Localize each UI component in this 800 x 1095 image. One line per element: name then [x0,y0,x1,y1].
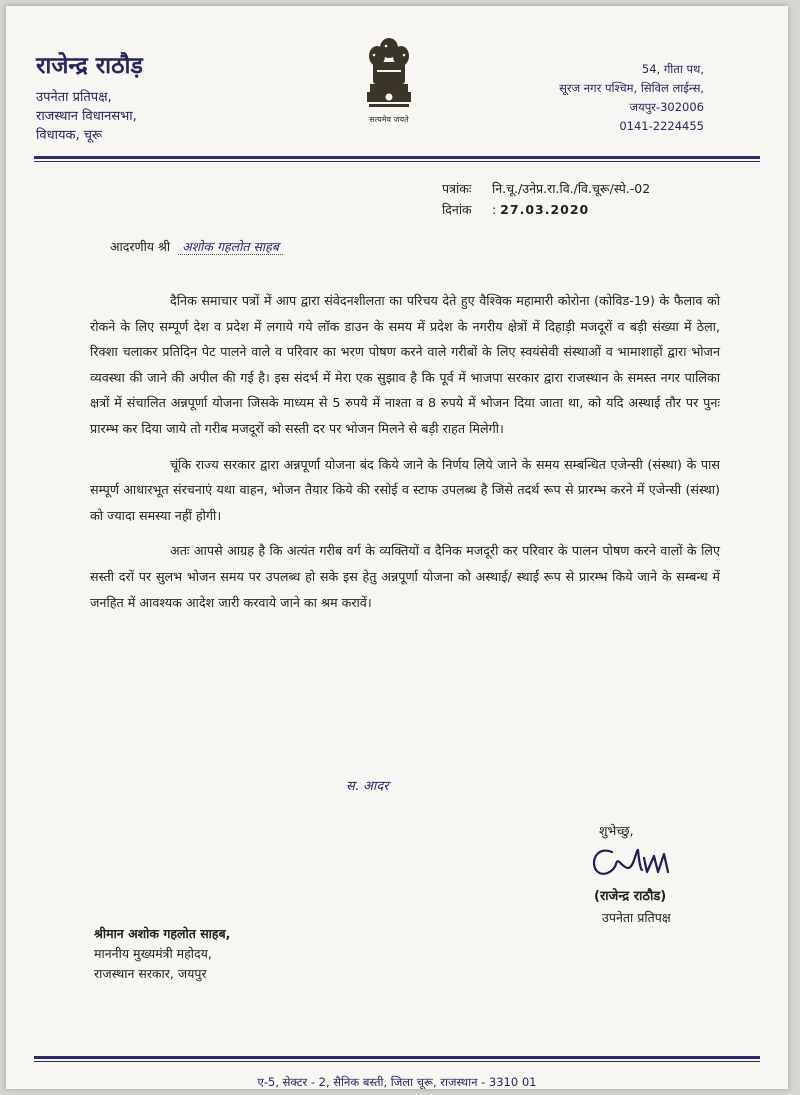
salutation [110,238,283,255]
sender-designation-2: राजस्थान विधानसभा, [36,109,137,124]
signatory-title: उपनेता प्रतिपक्ष [602,910,671,925]
addressee-line-2: माननीय मुख्यमंत्री महोदय, [94,946,212,961]
handwritten-addressee: अशोक गहलोत साहब [178,239,283,255]
ashoka-emblem-icon [363,34,415,112]
address-line-2: सूरज नगर पश्चिम, सिविल लाईन्स, [559,81,704,95]
letter-body [90,288,720,625]
phone-number: 0141-2224455 [619,119,704,133]
handwritten-note: स. आदर [346,779,389,794]
patrank-label: पत्रांकः [442,181,472,196]
date-value: 27.03.2020 [500,202,590,217]
addressee-line-3: राजस्थान सरकार, जयपुर [94,966,207,981]
closing-regards: शुभेच्छु, [599,823,634,838]
body-paragraph-1: दैनिक समाचार पत्रों में आप द्वारा संवेदनशीलता का परिचय देते हुए वैश्विक महामारी कोरोना (कोविड-19) के फैलाव को रोकने के लिए सम्पूर्ण देश व प्रदेश में लगाये गये लॉक डाउन के समय में प्रदेश के नगरीय क्षेत्रों में दिहाड़ी मजदूरों व बड़ी संख्या में ठेला, रिक्शा चलाकर प्रतिदिन पेट पालने वाले व परिवार का भरण पोषण करने वाले गरीबों के लिए स्वयंसेवी संस्थाओं व भामाशाहों द्वारा भोजन व्यवस्था की जाने की अपील की गई है। इस संदर्भ में मेरा एक सुझाव है कि पूर्व में भाजपा सरकार द्वारा राजस्थान के समस्त नगर पालिका क्षत्रों में संचालित अन्नपूर्णा योजना जिसके माध्यम से 5 रुपये में नाश्ता व 8 रुपये में भोजन दिया जाता था, को यदि अस्थाई तौर पर पुनः प्रारम्भ कर दिया जाये तो गरीब मजदूरों को सस्ती दर पर भोजन मिलने से बड़ी राहत मिलेगी। [90,293,720,436]
footer-divider-thin [34,1061,760,1062]
footer-divider [34,1056,760,1059]
sender-designation-1: उपनेता प्रतिपक्ष, [36,90,112,105]
body-paragraph-2: चूंकि राज्य सरकार द्वारा अन्नपूर्णा योजना बंद किये जाने के निर्णय लिये जाने के समय सम्बन्धित एजेन्सी (संस्था) के पास सम्पूर्ण आधारभूत संरचनाएं यथा वाहन, भोजन तैयार किये की रसोई व स्टाफ उपलब्ध है जिसे तदर्थ रूप से प्रारम्भ करने में एजेन्सी (संस्था) को ज्यादा समस्या नहीं होगी। [90,456,720,523]
body-paragraph-3: अतः आपसे आग्रह है कि अत्यंत गरीब वर्ग के व्यक्तियों व दैनिक मजदूरी कर परिवार के पालन पोषण करने वालों के लिए सस्ती दरों पर सुलभ भोजन समय पर उपलब्ध हो सके इस हेतु अन्नपूर्णा योजना को अस्थाई/ स्थाई रूप से प्रारम्भ किये जाने के सम्बन्ध में जनहित में आवश्यक आदेश जारी करवाये जाने का श्रम करावें। [90,543,721,610]
date-label: दिनांक [442,202,472,217]
letter-page [6,6,788,1089]
addressee-block [94,924,230,984]
letterhead-right [559,60,704,136]
emblem-motto: सत्यमेव जयते [369,115,409,124]
address-line-1: 54, गीता पथ, [641,62,704,76]
sender-name: राजेन्द्र राठौड़ [36,53,143,79]
signatory-name: (राजेन्द्र राठौड) [594,889,667,904]
header-divider [34,156,760,159]
salutation-prefix: आदरणीय श्री [110,239,171,254]
state-emblem [344,34,434,125]
address-line-3: जयपुर-302006 [629,100,704,114]
patrank-value: नि.चू./उनेप्र.रा.वि./वि.चूरू/स्पे.-02 [491,181,651,196]
footer-address: ए-5, सेक्टर - 2, सैनिक बस्ती, जिला चूरू, राजस्थान - 3310 01 [257,1075,537,1089]
addressee-line-1: श्रीमान अशोक गहलोत साहब, [94,926,231,941]
letterhead-left [36,48,143,145]
reference-block: पत्रांकः नि.चू./उनेप्र.रा.वि./वि.चूरू/स्पे.-02 दिनांक : 27.03.2020 [442,178,650,220]
signature-icon [584,838,684,882]
signature [584,838,684,886]
sender-designation-3: विधायक, चूरू [36,128,103,143]
header-divider-thin [34,161,760,162]
